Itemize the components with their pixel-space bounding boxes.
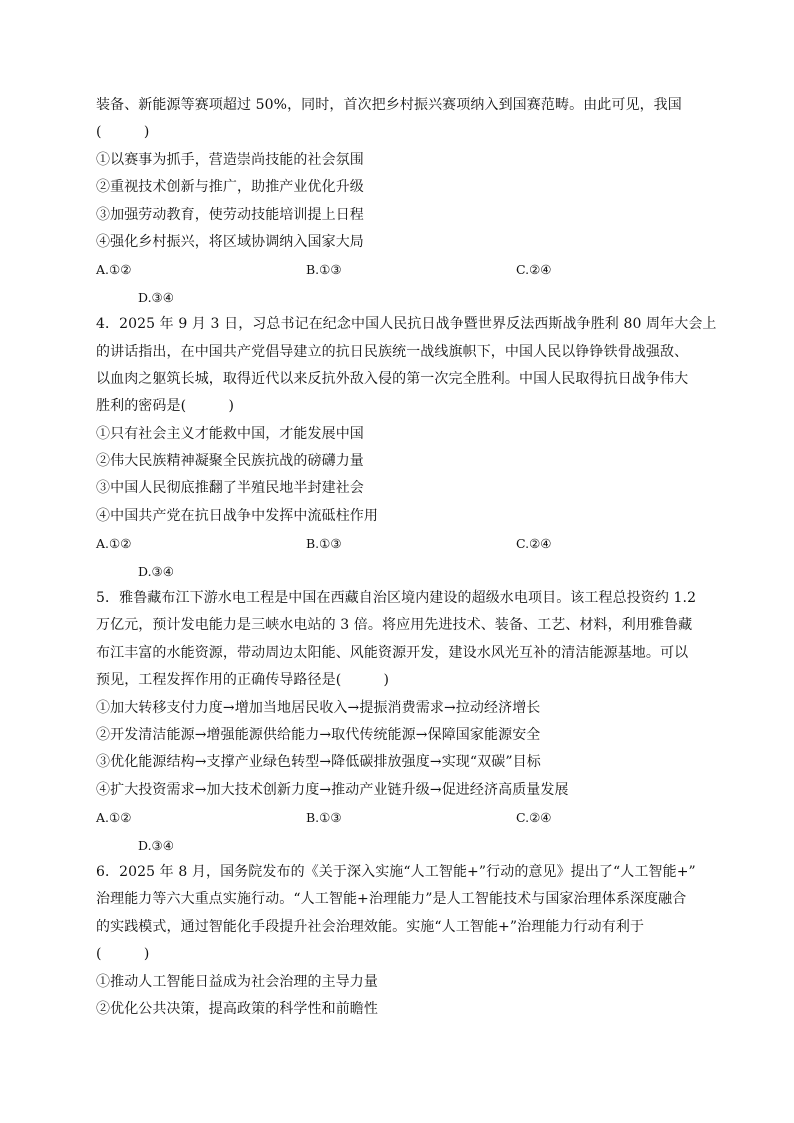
question-stem-line: 预见，工程发挥作用的正确传导路径是( ) (96, 672, 390, 689)
statement-4: ④强化乡村振兴，将区域协调纳入国家大局 (96, 233, 364, 250)
question-stem-line: 胜利的密码是( ) (96, 398, 235, 415)
option-a: A.①② (96, 536, 132, 552)
option-a: A.①② (96, 810, 132, 826)
answer-blank: ( ) (96, 124, 150, 141)
question-stem-line: 4．2025 年 9 月 3 日，习总书记在纪念中国人民抗日战争暨世界反法西斯战争胜利 80 周年大会上 (96, 316, 717, 333)
option-b: B.①③ (306, 810, 342, 826)
answer-options (96, 530, 696, 557)
question-stem-line: 万亿元，预计发电能力是三峡水电站的 3 倍。将应用先进技术、装备、工艺、材料，利用雅鲁藏 (96, 617, 693, 634)
statement-2: ②优化公共决策，提高政策的科学性和前瞻性 (96, 1000, 378, 1017)
statement-3: ③中国人民彻底推翻了半殖民地半封建社会 (96, 480, 364, 497)
option-d: D.③④ (138, 837, 174, 853)
option-c: C.②④ (516, 536, 552, 552)
option-d: D.③④ (138, 289, 174, 305)
answer-options (96, 256, 696, 283)
answer-blank: ( ) (96, 946, 150, 963)
question-stem-line: 布江丰富的水能资源，带动周边太阳能、风能资源开发，建设水风光互补的清洁能源基地。可以 (96, 644, 689, 661)
question-stem-line: 6．2025 年 8 月，国务院发布的《关于深入实施“人工智能+”行动的意见》提出了“人工智能+” (96, 863, 696, 880)
option-b: B.①③ (306, 536, 342, 552)
question-stem-line: 治理能力等六大重点实施行动。“人工智能+治理能力”是人工智能技术与国家治理体系深度融合 (96, 891, 687, 908)
question-stem-line: 装备、新能源等赛项超过 50%，同时，首次把乡村振兴赛项纳入到国赛范畴。由此可见，我国 (96, 97, 682, 113)
statement-1: ①加大转移支付力度→增加当地居民收入→提振消费需求→拉动经济增长 (96, 699, 541, 716)
question-stem-line: 的实践模式，通过智能化手段提升社会治理效能。实施“人工智能+”治理能力行动有利于 (96, 918, 645, 935)
question-3 (96, 92, 696, 311)
statement-3: ③优化能源结构→支撑产业绿色转型→降低碳排放强度→实现“双碳”目标 (96, 754, 541, 771)
question-stem-line: 的讲话指出，在中国共产党倡导建立的抗日民族统一战线旗帜下，中国人民以铮铮铁骨战强敌、 (96, 343, 689, 360)
question-4 (96, 311, 717, 585)
statement-2: ②开发清洁能源→增强能源供给能力→取代传统能源→保障国家能源安全 (96, 726, 541, 743)
option-d: D.③④ (138, 563, 174, 579)
page-content (96, 92, 717, 1023)
statement-2: ②伟大民族精神凝聚全民族抗战的磅礴力量 (96, 453, 364, 470)
statement-2: ②重视技术创新与推广，助推产业优化升级 (96, 179, 364, 196)
statement-4: ④扩大投资需求→加大技术创新力度→推动产业链升级→促进经济高质量发展 (96, 781, 569, 798)
statement-3: ③加强劳动教育，使劳动技能培训提上日程 (96, 206, 364, 223)
question-5 (96, 585, 696, 859)
question-6 (96, 859, 696, 1023)
option-b: B.①③ (306, 262, 342, 278)
answer-options (96, 804, 696, 831)
question-stem-line: 5．雅鲁藏布江下游水电工程是中国在西藏自治区境内建设的超级水电项目。该工程总投资约 1.2 (96, 590, 697, 607)
option-a: A.①② (96, 262, 132, 278)
option-c: C.②④ (516, 262, 552, 278)
option-c: C.②④ (516, 810, 552, 826)
statement-1: ①只有社会主义才能救中国，才能发展中国 (96, 425, 364, 442)
question-stem-line: 以血肉之躯筑长城，取得近代以来反抗外敌入侵的第一次完全胜利。中国人民取得抗日战争伟大 (96, 370, 689, 387)
statement-4: ④中国共产党在抗日战争中发挥中流砥柱作用 (96, 507, 378, 524)
statement-1: ①推动人工智能日益成为社会治理的主导力量 (96, 973, 378, 990)
statement-1: ①以赛事为抓手，营造崇尚技能的社会氛围 (96, 151, 364, 168)
